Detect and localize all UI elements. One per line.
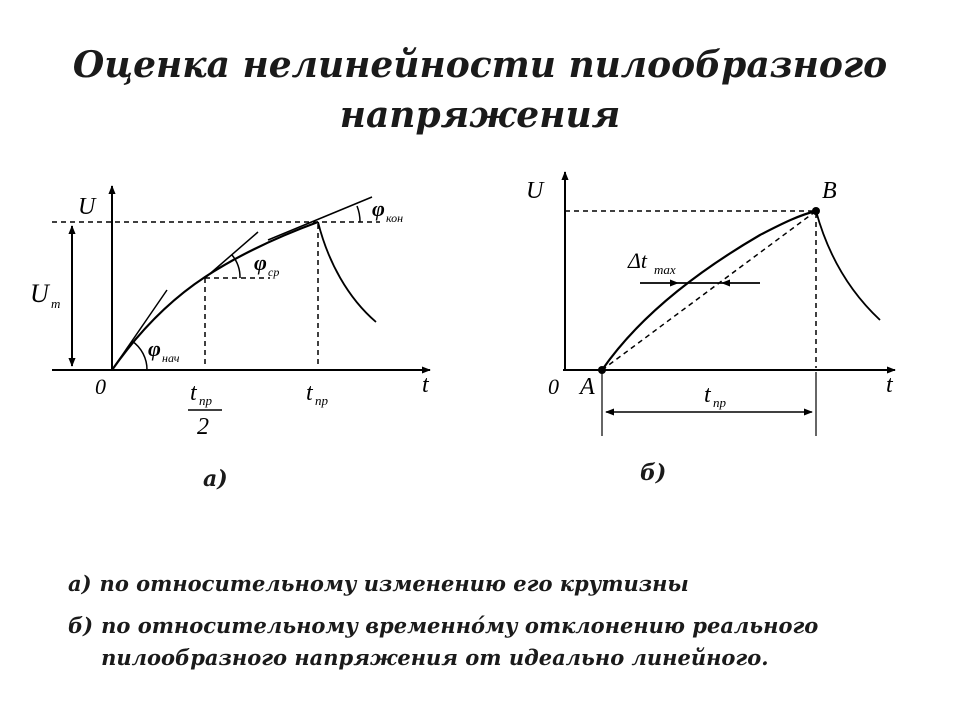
caption-a: а)	[203, 466, 228, 492]
a-angle-arc-start	[132, 341, 147, 370]
a-phi-kon-label: φ	[372, 196, 385, 221]
a-t-half-label: t	[190, 380, 197, 406]
a-origin-label: 0	[95, 374, 106, 399]
b-point-b-label: B	[822, 178, 837, 204]
caption-b: б)	[640, 460, 667, 486]
a-t-end-label: t	[306, 380, 313, 406]
note-b-mark: б)	[68, 613, 94, 638]
b-u-axis-label: U	[526, 178, 544, 204]
b-t-axis-label: t	[886, 372, 893, 398]
b-point-a	[598, 366, 606, 374]
b-dt-sub: max	[654, 262, 676, 277]
a-phi-sr-label: φ	[254, 250, 267, 275]
note-a-mark: а)	[68, 571, 92, 596]
a-angle-arc-end	[357, 206, 360, 222]
b-dash-ideal	[602, 211, 816, 370]
a-tangent-end	[268, 197, 372, 240]
b-t-end-sub: пр	[713, 395, 726, 410]
note-a-text: по относительному изменению его крутизны	[99, 571, 689, 596]
a-t-half-den: 2	[197, 414, 209, 440]
a-t-axis-label: t	[422, 372, 429, 398]
b-dt-label: Δt	[628, 248, 648, 273]
a-um-sub: m	[51, 296, 61, 311]
b-origin-label: 0	[548, 374, 559, 399]
a-phi-kon-sub: кон	[386, 211, 404, 225]
note-b-text: по относительному временно́му отклонению реального пилообразного напряжения от идеально линейного.	[101, 613, 819, 670]
a-ramp-curve	[112, 222, 318, 370]
b-point-b	[812, 207, 820, 215]
a-u-axis-label: U	[78, 194, 96, 220]
note-b	[68, 610, 928, 674]
title-line-1: Оценка нелинейности пилообразного	[72, 44, 888, 86]
b-discharge-curve	[816, 211, 880, 320]
a-t-end-sub: пр	[315, 393, 328, 408]
note-a	[68, 568, 928, 600]
diagram-b	[563, 172, 895, 436]
a-discharge-curve	[318, 222, 376, 322]
a-phi-sr-sub: ср	[268, 265, 280, 279]
title-line-2: напряжения	[339, 94, 621, 136]
a-t-half-sub: пр	[199, 393, 212, 408]
a-um-label: U	[30, 279, 49, 308]
a-phi-nach-label: φ	[148, 336, 161, 361]
b-t-end-label: t	[704, 382, 711, 408]
b-point-a-label: A	[580, 374, 595, 400]
notes	[68, 568, 928, 674]
a-phi-nach-sub: нач	[162, 351, 180, 365]
